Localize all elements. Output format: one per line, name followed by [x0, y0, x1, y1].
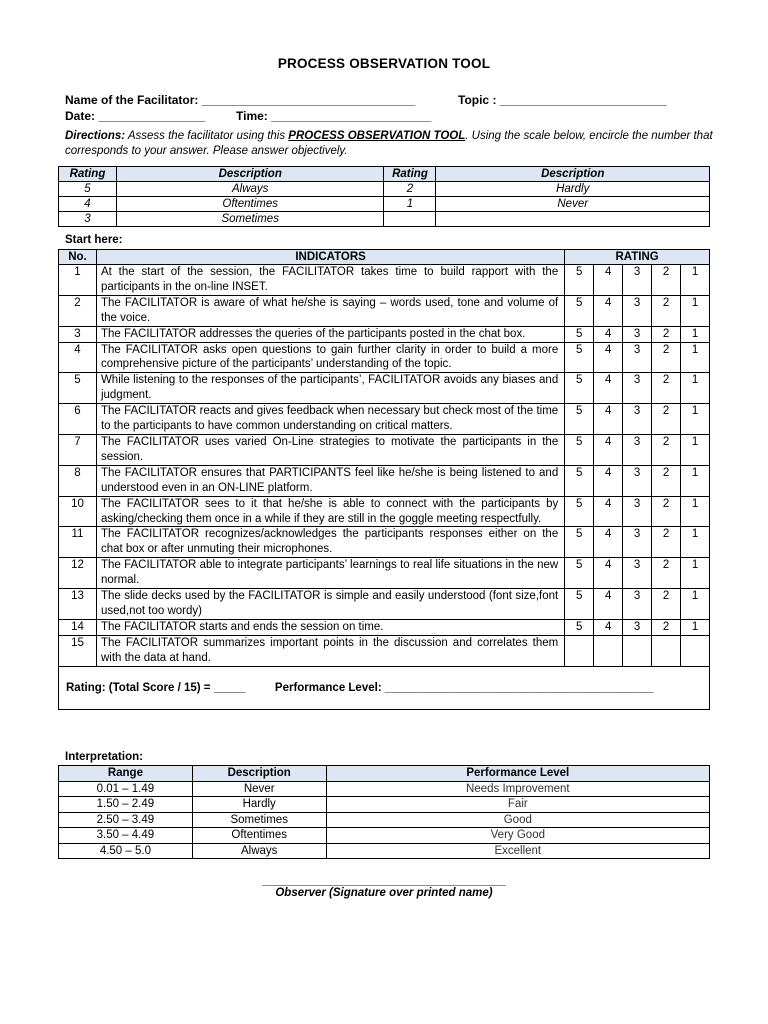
rating-option[interactable]: 1: [681, 496, 710, 527]
scale-header: Rating: [384, 167, 436, 182]
indicator-number: 3: [59, 326, 97, 342]
interpretation-row: [59, 781, 710, 797]
rating-option[interactable]: 2: [652, 404, 681, 435]
rating-option[interactable]: 5: [565, 619, 594, 635]
range-cell: 1.50 – 2.49: [59, 797, 193, 813]
indicator-row: [59, 527, 710, 558]
scale-cell: [436, 212, 710, 227]
interpretation-label: Interpretation:: [65, 751, 143, 763]
rating-option[interactable]: 3: [623, 589, 652, 620]
header-indicators: INDICATORS: [96, 250, 564, 265]
indicator-number: 6: [59, 404, 97, 435]
rating-option[interactable]: 1: [681, 295, 710, 326]
topic-line[interactable]: _________________________: [499, 93, 667, 107]
topic-field: [458, 93, 667, 107]
interpretation-header: Performance Level: [326, 766, 709, 782]
indicator-text: At the start of the session, the FACILITATOR takes time to build rapport with the participants in the on-line INSET.: [96, 265, 564, 296]
rating-option[interactable]: 2: [652, 373, 681, 404]
interpretation-header-row: [59, 766, 710, 782]
rating-option[interactable]: 3: [623, 527, 652, 558]
rating-option[interactable]: 1: [681, 434, 710, 465]
indicator-text: The FACILITATOR sees to it that he/she is able to connect with the participants by asking/checking them once in a while if they are still in the goggle meeting respectfully.: [96, 496, 564, 527]
indicator-text: The FACILITATOR starts and ends the session on time.: [96, 619, 564, 635]
interpretation-header: Description: [192, 766, 326, 782]
scale-cell: Oftentimes: [116, 197, 384, 212]
description-cell: Sometimes: [192, 812, 326, 828]
rating-option[interactable]: 5: [565, 589, 594, 620]
rating-option[interactable]: [652, 635, 681, 666]
rating-option[interactable]: 5: [565, 465, 594, 496]
scale-cell: 1: [384, 197, 436, 212]
rating-option[interactable]: 3: [623, 404, 652, 435]
rating-option[interactable]: 5: [565, 527, 594, 558]
scale-cell: Hardly: [436, 182, 710, 197]
rating-option[interactable]: 3: [623, 558, 652, 589]
range-cell: 2.50 – 3.49: [59, 812, 193, 828]
rating-option[interactable]: 2: [652, 465, 681, 496]
directions: [65, 129, 715, 159]
rating-option[interactable]: 4: [594, 342, 623, 373]
rating-option[interactable]: 2: [652, 527, 681, 558]
facilitator-line[interactable]: ________________________________: [201, 93, 416, 107]
rating-option[interactable]: 4: [594, 619, 623, 635]
rating-option[interactable]: 5: [565, 496, 594, 527]
rating-option[interactable]: 1: [681, 326, 710, 342]
performance-cell: Fair: [326, 797, 709, 813]
rating-option[interactable]: 5: [565, 558, 594, 589]
scale-cell: [384, 212, 436, 227]
rating-option[interactable]: 2: [652, 342, 681, 373]
rating-option[interactable]: 2: [652, 265, 681, 296]
interpretation-row: [59, 828, 710, 844]
directions-text-2: . Using the scale below, encircle the number that corresponds to your answer. Please answer objectively.: [65, 130, 713, 157]
indicator-text: The FACILITATOR uses varied On-Line strategies to motivate the participants in the session.: [96, 434, 564, 465]
rating-option[interactable]: 4: [594, 496, 623, 527]
rating-option[interactable]: 2: [652, 619, 681, 635]
indicators-header-row: [59, 250, 710, 265]
indicator-row: [59, 326, 710, 342]
rating-option[interactable]: 3: [623, 373, 652, 404]
rating-option[interactable]: 4: [594, 373, 623, 404]
start-here-label: Start here:: [65, 234, 123, 246]
rating-option[interactable]: [681, 635, 710, 666]
time-field: [236, 109, 431, 123]
total-row: [59, 666, 710, 709]
indicator-row: [59, 342, 710, 373]
rating-option[interactable]: 4: [594, 558, 623, 589]
time-line[interactable]: ________________________: [271, 109, 432, 123]
scale-cell: 2: [384, 182, 436, 197]
rating-option[interactable]: 2: [652, 558, 681, 589]
rating-option[interactable]: 3: [623, 342, 652, 373]
rating-option[interactable]: 1: [681, 265, 710, 296]
indicator-row: [59, 496, 710, 527]
indicator-text: The slide decks used by the FACILITATOR is simple and easily understood (font size,font used,not too wordy): [96, 589, 564, 620]
indicator-text: The FACILITATOR ensures that PARTICIPANTS feel like he/she is being listened to and understood even in an ON-LINE platform.: [96, 465, 564, 496]
date-field: [65, 109, 205, 123]
indicator-text: The FACILITATOR able to integrate participants’ learnings to real life situations in the new normal.: [96, 558, 564, 589]
rating-option[interactable]: 3: [623, 295, 652, 326]
date-label: Date:: [65, 109, 96, 123]
indicator-text: The FACILITATOR reacts and gives feedback when necessary but check most of the time to the participants to have common understanding on critical matters.: [96, 404, 564, 435]
rating-option[interactable]: 4: [594, 589, 623, 620]
rating-scale-table: [58, 166, 710, 227]
indicator-number: 15: [59, 635, 97, 666]
rating-option[interactable]: 1: [681, 373, 710, 404]
rating-option[interactable]: 4: [594, 527, 623, 558]
rating-option[interactable]: 4: [594, 326, 623, 342]
header-no: No.: [59, 250, 97, 265]
rating-option[interactable]: [623, 635, 652, 666]
indicator-row: [59, 558, 710, 589]
time-label: Time:: [236, 109, 268, 123]
indicator-number: 10: [59, 496, 97, 527]
rating-option[interactable]: 4: [594, 465, 623, 496]
indicator-row: [59, 265, 710, 296]
description-cell: Hardly: [192, 797, 326, 813]
header-rating: RATING: [565, 250, 710, 265]
indicator-number: 7: [59, 434, 97, 465]
rating-option[interactable]: 4: [594, 434, 623, 465]
scale-header: Description: [116, 167, 384, 182]
rating-option[interactable]: 1: [681, 527, 710, 558]
scale-cell: Always: [116, 182, 384, 197]
rating-option[interactable]: 4: [594, 404, 623, 435]
rating-option[interactable]: 5: [565, 342, 594, 373]
facilitator-field: [65, 93, 415, 107]
indicator-text: The FACILITATOR asks open questions to gain further clarity in order to build a more comprehensive picture of the participants’ understanding of the topic.: [96, 342, 564, 373]
rating-option[interactable]: 2: [652, 589, 681, 620]
indicator-text: The FACILITATOR summarizes important points in the discussion and correlates them with the data at hand.: [96, 635, 564, 666]
rating-option[interactable]: 1: [681, 589, 710, 620]
scale-cell: Never: [436, 197, 710, 212]
scale-header: Rating: [59, 167, 117, 182]
indicator-row: [59, 434, 710, 465]
total-cell: [59, 666, 710, 709]
rating-option[interactable]: 3: [623, 434, 652, 465]
rating-option[interactable]: 4: [594, 265, 623, 296]
scale-cell: 5: [59, 182, 117, 197]
performance-cell: Good: [326, 812, 709, 828]
signature-label: Observer (Signature over printed name): [275, 887, 493, 899]
interpretation-row: [59, 812, 710, 828]
rating-option[interactable]: 2: [652, 326, 681, 342]
indicator-row: [59, 589, 710, 620]
indicator-number: 1: [59, 265, 97, 296]
indicator-text: The FACILITATOR recognizes/acknowledges the participants responses either on the chat box or after unmuting their microphones.: [96, 527, 564, 558]
performance-cell: Excellent: [326, 843, 709, 859]
rating-option[interactable]: 1: [681, 342, 710, 373]
rating-option[interactable]: 2: [652, 434, 681, 465]
rating-option[interactable]: 3: [623, 465, 652, 496]
indicator-row: [59, 635, 710, 666]
directions-label: Directions:: [65, 130, 126, 142]
rating-option[interactable]: [565, 635, 594, 666]
scale-header: Description: [436, 167, 710, 182]
interpretation-row: [59, 843, 710, 859]
interpretation-table: [58, 765, 710, 859]
rating-option[interactable]: 5: [565, 265, 594, 296]
interpretation-header: Range: [59, 766, 193, 782]
indicator-row: [59, 373, 710, 404]
facilitator-label: Name of the Facilitator:: [65, 93, 199, 107]
date-line[interactable]: ________________: [98, 109, 206, 123]
description-cell: Always: [192, 843, 326, 859]
rating-option[interactable]: 5: [565, 434, 594, 465]
scale-row: [59, 212, 710, 227]
rating-option[interactable]: 2: [652, 295, 681, 326]
performance-cell: Very Good: [326, 828, 709, 844]
indicator-row: [59, 295, 710, 326]
indicator-number: 13: [59, 589, 97, 620]
rating-option[interactable]: 3: [623, 326, 652, 342]
rating-option[interactable]: 5: [565, 373, 594, 404]
total-score-label: Rating: (Total Score / 15) = _____: [66, 681, 246, 694]
rating-option[interactable]: 5: [565, 404, 594, 435]
scale-header-row: [59, 167, 710, 182]
rating-option[interactable]: 3: [623, 619, 652, 635]
indicator-number: 5: [59, 373, 97, 404]
directions-tool-name: PROCESS OBSERVATION TOOL: [288, 130, 466, 142]
scale-cell: Sometimes: [116, 212, 384, 227]
indicators-table: [58, 249, 710, 710]
rating-option[interactable]: 1: [681, 619, 710, 635]
indicator-number: 14: [59, 619, 97, 635]
indicator-number: 2: [59, 295, 97, 326]
directions-text-1: Assess the facilitator using this: [125, 130, 289, 142]
rating-option[interactable]: 3: [623, 496, 652, 527]
description-cell: Never: [192, 781, 326, 797]
rating-option[interactable]: [594, 635, 623, 666]
rating-option[interactable]: 1: [681, 465, 710, 496]
rating-option[interactable]: 4: [594, 295, 623, 326]
topic-label: Topic :: [458, 93, 497, 107]
indicator-number: 4: [59, 342, 97, 373]
performance-level-label: Performance Level: __________________________________________: [274, 681, 654, 694]
range-cell: 3.50 – 4.49: [59, 828, 193, 844]
description-cell: Oftentimes: [192, 828, 326, 844]
rating-option[interactable]: 1: [681, 558, 710, 589]
indicator-number: 12: [59, 558, 97, 589]
scale-cell: 3: [59, 212, 117, 227]
indicator-number: 11: [59, 527, 97, 558]
indicator-number: 8: [59, 465, 97, 496]
performance-cell: Needs Improvement: [326, 781, 709, 797]
range-cell: 4.50 – 5.0: [59, 843, 193, 859]
indicator-text: The FACILITATOR is aware of what he/she is saying – words used, tone and volume of the voice.: [96, 295, 564, 326]
rating-option[interactable]: 5: [565, 295, 594, 326]
interpretation-row: [59, 797, 710, 813]
signature-line[interactable]: ______________________________________: [262, 875, 506, 887]
indicator-row: [59, 619, 710, 635]
indicator-row: [59, 404, 710, 435]
rating-option[interactable]: 3: [623, 265, 652, 296]
scale-row: [59, 182, 710, 197]
rating-option[interactable]: 2: [652, 496, 681, 527]
indicator-text: While listening to the responses of the participants’, FACILITATOR avoids any biases and judgment.: [96, 373, 564, 404]
range-cell: 0.01 – 1.49: [59, 781, 193, 797]
scale-row: [59, 197, 710, 212]
rating-option[interactable]: 5: [565, 326, 594, 342]
rating-option[interactable]: 1: [681, 404, 710, 435]
page-title: PROCESS OBSERVATION TOOL: [277, 56, 491, 71]
indicator-row: [59, 465, 710, 496]
scale-cell: 4: [59, 197, 117, 212]
indicator-text: The FACILITATOR addresses the queries of the participants posted in the chat box.: [96, 326, 564, 342]
